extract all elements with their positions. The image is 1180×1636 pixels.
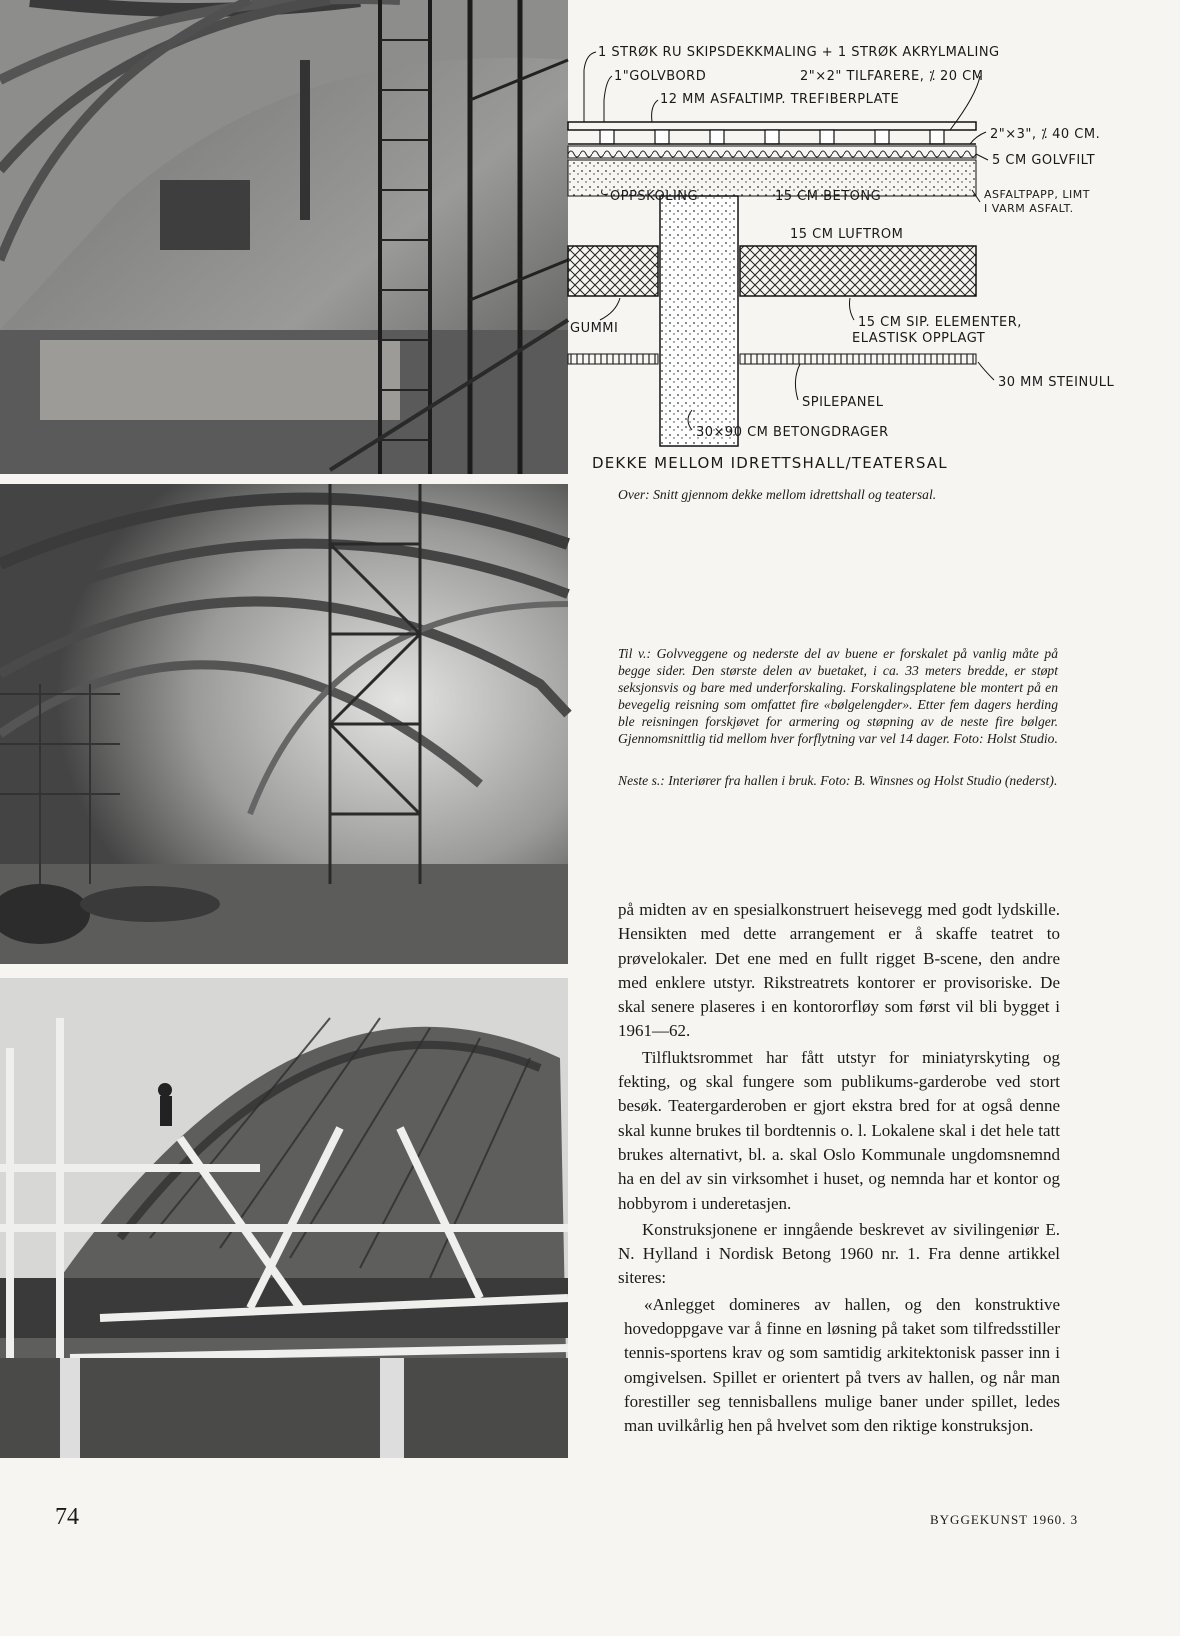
- article-body: [618, 898, 1060, 1441]
- construction-photo-interior-arch: [0, 0, 568, 474]
- label-formwork: OPPSKOLING: [610, 189, 699, 204]
- floor-section-drawing: [570, 40, 1180, 480]
- label-felt: 5 CM GOLVFILT: [992, 153, 1096, 168]
- body-paragraph: på midten av en spesialkonstruert heisevegg med godt lydskille. Hensikten med dette arrangement er å skaffe teatret to prøvelokaler. Det ene med en fullt rigget B-scene, den andre med enklere utstyr. Rikstreatrets kontorer er provisoriske. De skal senere plaseres i en kontororfløy som først vil bli bygget i 1961—62.: [618, 900, 1060, 1041]
- label-concrete-beam: 30×90 CM BETONGDRAGER: [696, 425, 889, 440]
- photo-caption-next-page: [618, 772, 1058, 789]
- construction-photo-scaffold-tower: [0, 484, 568, 964]
- label-joists: 2"×3", ⁒ 40 CM.: [990, 127, 1101, 142]
- diagram-title: DEKKE MELLOM IDRETTSHALL/TEATERSAL: [592, 454, 948, 472]
- body-quote: «Anlegget domineres av hallen, og den konstruktive hovedoppgave var å finne en løsning på taket som tilfredsstiller tennis-sportens krav og som samtidig arkitektonisk passer inn i omgivelsen. Spillet er orientert på tvers av hallen, og når man forestiller seg tennisballens mulige baner under spillet, ledes man uvilkårlig hen på hvelvet som den riktige konstruksjon.: [624, 1294, 1060, 1436]
- label-sip-elements: 15 CM SIP. ELEMENTER,: [858, 315, 1022, 330]
- label-spile-panel: SPILEPANEL: [802, 395, 884, 410]
- journal-footer: BYGGEKUNST 1960. 3: [930, 1512, 1079, 1527]
- body-paragraph: Tilfluktsrommet har fått utstyr for miniatyrskyting og fekting, og skal fungere som publikums-garderobe ved stort besøk. Teatergarderoben er gjort ekstra bred for at også denne skal kunne brukes til bordtennis o. l. Lokalene skal i det hele tatt brukes alternativt, bl. a. skal Oslo Kommunale ungdomsnemnd ha en del av sin virksomhet i huset, og nemnda har et kontor og hobbyrom i underetasjen.: [618, 1047, 1060, 1213]
- photo-caption-next-page-text: Neste s.: Interiører fra hallen i bruk. Foto: B. Winsnes og Holst Studio (nederst).: [618, 773, 1058, 788]
- drawing-caption: [618, 486, 1048, 503]
- photo-caption-left: [618, 645, 1058, 747]
- label-concrete: 15 CM BETONG: [775, 189, 882, 204]
- label-battens: 2"×2" TILFARERE, ⁒ 20 CM: [800, 69, 984, 84]
- label-airspace: 15 CM LUFTROM: [790, 227, 904, 242]
- label-stone-wool: 30 MM STEINULL: [998, 375, 1115, 390]
- label-asphalt-paper: ASFALTPAPP, LIMT: [984, 188, 1090, 201]
- label-elastic-support: ELASTISK OPPLAGT: [852, 331, 986, 346]
- photo-caption-left-text: Til v.: Golvveggene og nederste del av buene er forskalet på vanlig måte på begge sider. Den største delen av buetaket, i ca. 33 meters bredde, er støpt seksjonsvis og bare med underforskaling. Forskalingsplatene ble montert på en bevegelig reisning som omfattet fire «bølgelengder». Etter fem dagers herding ble reisningen forskjøvet for armering og støpning av de neste fire bølger. Gjennomsnittlig tid mellom hver forflytning var vel 14 dager. Foto: Holst Studio.: [618, 646, 1058, 746]
- construction-photo-exterior-roof: [0, 978, 568, 1458]
- label-fiberboard: 12 MM ASFALTIMP. TREFIBERPLATE: [660, 92, 900, 107]
- drawing-caption-text: Over: Snitt gjennom dekke mellom idrettshall og teatersal.: [618, 487, 937, 502]
- label-floorboard: 1"GOLVBORD: [614, 69, 707, 84]
- body-paragraph: Konstruksjonene er inngående beskrevet av sivilingeniør E. N. Hylland i Nordisk Betong 1960 nr. 1. Fra denne artikkel siteres:: [618, 1219, 1060, 1288]
- label-hot-asphalt: I VARM ASFALT.: [984, 202, 1074, 215]
- page-number: 74: [55, 1504, 79, 1530]
- label-coat: 1 STRØK RU SKIPSDEKKMALING + 1 STRØK AKRYLMALING: [598, 45, 1000, 60]
- label-rubber: GUMMI: [570, 321, 619, 336]
